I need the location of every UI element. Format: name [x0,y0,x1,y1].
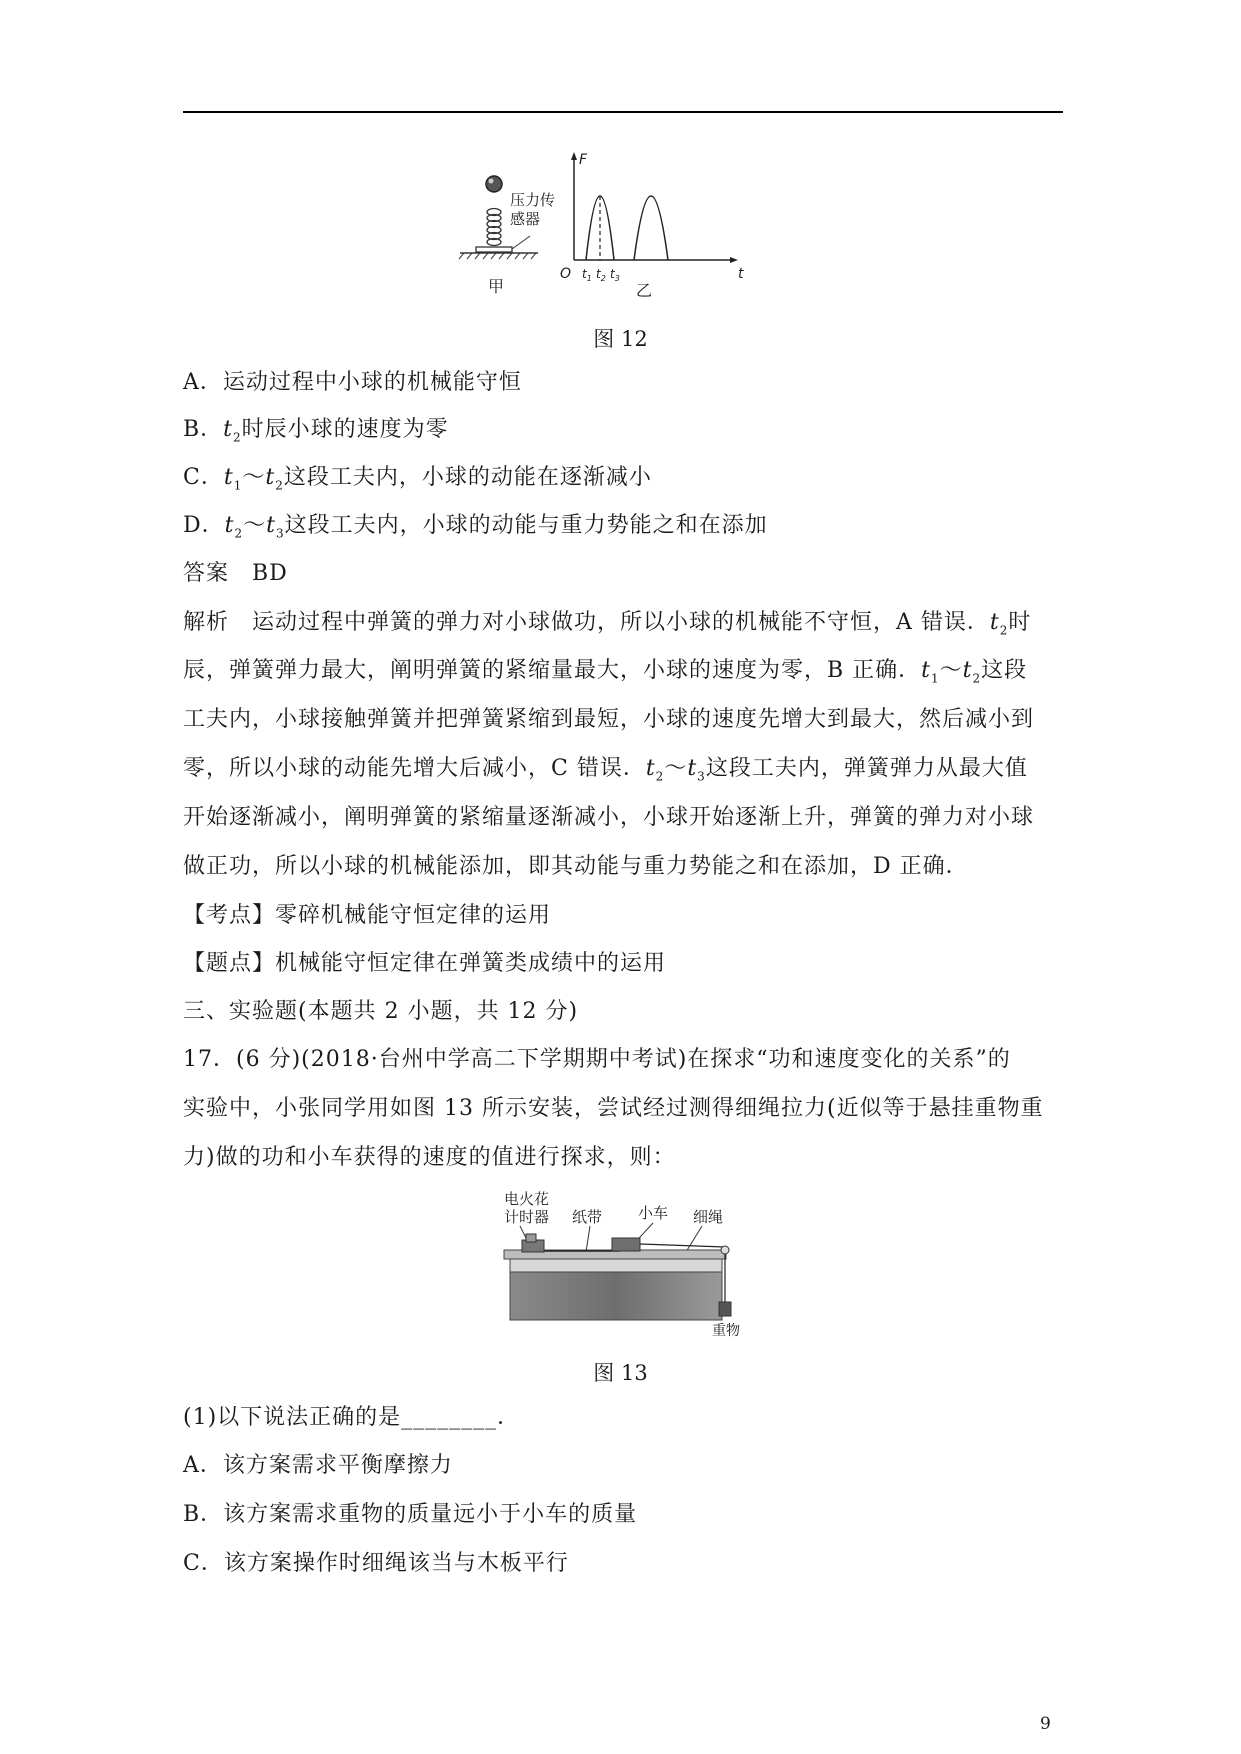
header-rule [183,111,1063,113]
sub1-option-c: C．该方案操作时细绳该当与木板平行 [183,1551,569,1576]
option-c: C．$t_1\sim t_2$这段工夫内，小球的动能在逐渐减小 [183,465,652,493]
ball [486,176,502,192]
analysis-line-3: 工夫内，小球接触弹簧并把弹簧紧缩到最短，小球的速度先增大到最大，然后减小到 [183,707,1035,732]
cart-label: 小车 [638,1204,669,1222]
kaodian: 【考点】零碎机械能守恒定律的运用 [183,903,552,928]
analysis-line-2: 辰，弹簧弹力最大，阐明弹簧的紧缩量最大，小球的速度为零，B 正确．$t_1\sim t_2$这段 [183,658,1028,686]
rope [640,1244,725,1247]
sub1-option-a: A．该方案需求平衡摩擦力 [183,1453,453,1478]
option-d: D．$t_2\sim t_3$这段工夫内，小球的动能与重力势能之和在添加 [183,513,768,541]
sub1-option-b: B．该方案需求重物的质量远小于小车的质量 [183,1502,638,1527]
pressure-sensor [476,247,512,252]
figure-13-caption: 图 13 [593,1361,648,1385]
axis-label-f: F [579,152,588,168]
option-b: B．$t_2$时辰小球的速度为零 [183,417,449,445]
sub1-question: (1)以下说法正确的是________． [183,1405,521,1430]
page-number: 9 [1040,1714,1051,1734]
figure-label-yi: 乙 [636,281,653,300]
tick-t1: $t_1$ [582,267,592,283]
tidian: 【题点】机械能守恒定律在弹簧类成绩中的运用 [183,951,667,976]
sensor-label-1: 压力传 [510,191,556,209]
q17-line-1: 17．(6 分)(2018·台州中学高二下学期期中考试)在探求“功和速度变化的关系”的 [183,1047,1011,1072]
figure-13 [490,1190,760,1340]
tape-label: 纸带 [572,1208,603,1226]
axis-label-t: t [738,266,744,282]
timer-label-1: 电火花 [504,1190,550,1208]
tick-t2: $t_2$ [596,267,606,283]
figure-label-jia: 甲 [488,277,505,296]
tick-t3: $t_3$ [610,267,620,283]
q17-line-2: 实验中，小张同学用如图 13 所示安装，尝试经过测得细绳拉力(近似等于悬挂重物重 [183,1096,1044,1121]
figure-12-caption: 图 12 [593,327,648,351]
weight-label: 重物 [712,1323,740,1339]
analysis-line-6: 做正功，所以小球的机械能添加，即其动能与重力势能之和在添加，D 正确． [183,854,969,879]
cart [612,1238,640,1251]
section-heading: 三、实验题(本题共 2 小题，共 12 分) [183,999,579,1024]
analysis-line-5: 开始逐渐减小，阐明弹簧的紧缩量逐渐减小，小球开始逐渐上升，弹簧的弹力对小球 [183,805,1035,830]
analysis-line-1: 解析 运动过程中弹簧的弹力对小球做功，所以小球的机械能不守恒，A 错误．$t_2$时 [183,610,1032,638]
option-a: A．运动过程中小球的机械能守恒 [183,370,522,395]
q17-line-3: 力)做的功和小车获得的速度的值进行探求，则： [183,1145,676,1170]
rope-label: 细绳 [693,1208,724,1226]
origin-label: O [560,266,572,282]
timer-label-2: 计时器 [504,1208,550,1226]
sensor-label-2: 感器 [510,210,541,228]
force-pulse-2 [634,196,668,260]
analysis-line-4: 零，所以小球的动能先增大后减小，C 错误．$t_2\sim t_3$这段工夫内，弹簧弹力从最大值 [183,756,1028,784]
hanging-weight [719,1302,731,1316]
answer: 答案 BD [183,561,288,586]
figure-12 [440,150,820,315]
spring [487,209,501,246]
